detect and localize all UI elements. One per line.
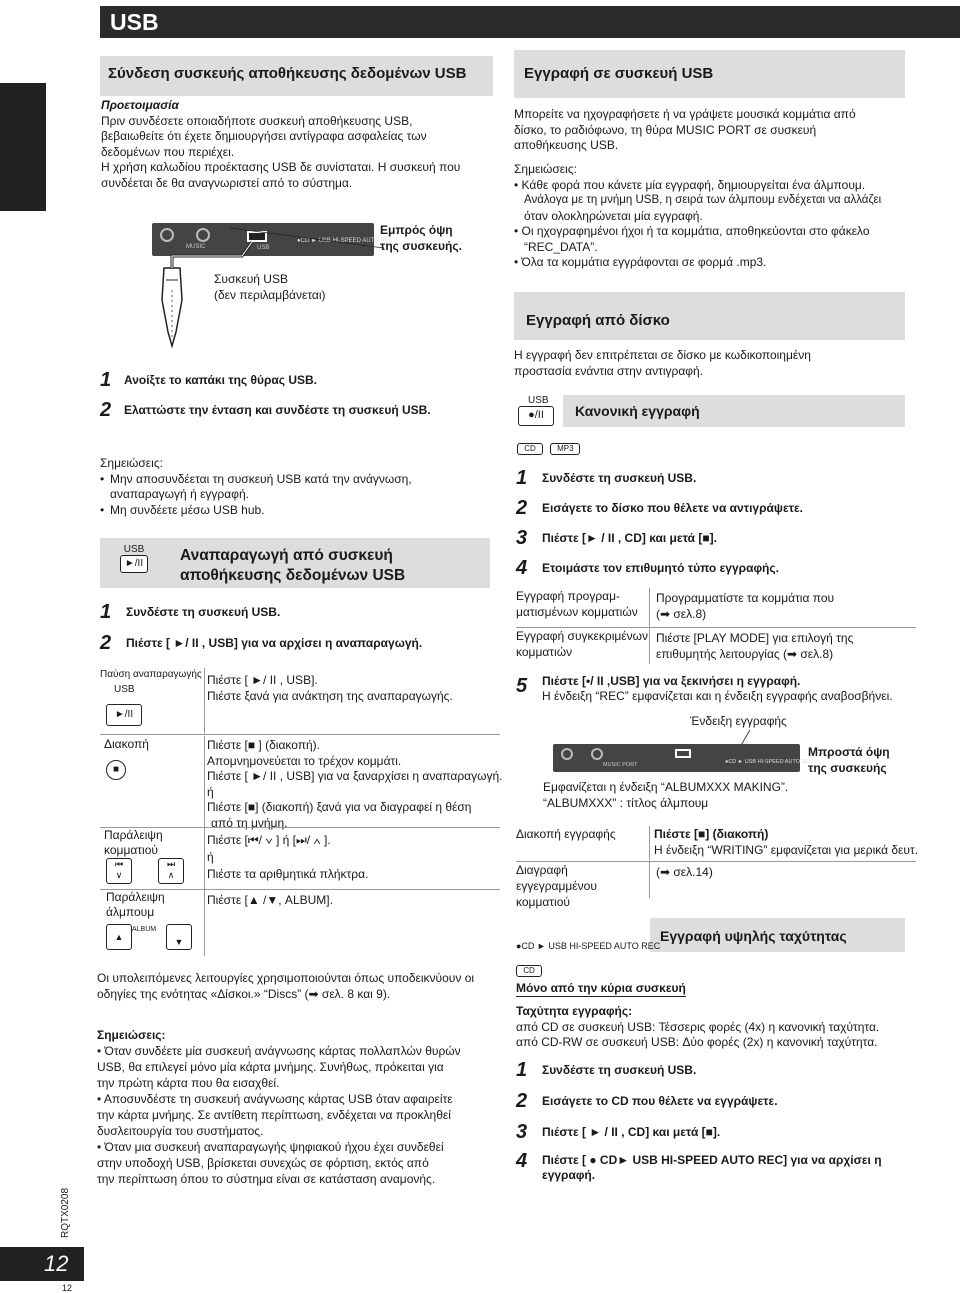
step-text: Συνδέστε τη συσκευή USB. — [542, 470, 697, 485]
intro-line: Μπορείτε να ηχογραφήσετε ή να γράψετε μουσικά κομμάτια από — [514, 107, 856, 121]
row-label: Παράλειψη κομματιού — [104, 828, 163, 857]
note-line: “REC_DATA”. — [524, 239, 598, 254]
panel-label: ●CD ► USB HI-SPEED AUTO REC — [725, 759, 814, 765]
note-line: • Όλα τα κομμάτια εγγράφονται σε φορμά .mp3. — [514, 255, 767, 269]
table-row-key — [100, 736, 205, 828]
step-text: Εισάγετε το δίσκο που θέλετε να αντιγράψετε. — [542, 500, 804, 515]
table-row-value — [207, 832, 368, 883]
step-text: Πιέστε [•/ II ,USB] για να ξεκινήσει η εγγραφή. — [542, 674, 801, 688]
row-text: Πιέστε [■] (διακοπή) ξανά για να διαγραφεί η θέση — [207, 800, 472, 814]
section-title: Εγγραφή από δίσκο — [526, 312, 670, 329]
step-text: Συνδέστε τη συσκευή USB. — [542, 1062, 697, 1077]
connect-notes — [100, 456, 500, 518]
page-title: USB — [110, 9, 159, 35]
prep-line: δεδομένων που περιέχει. — [101, 144, 235, 159]
step-number: 2 — [100, 399, 112, 421]
speed-line: από CD σε συσκευή USB: Τέσσερις φορές (4x) η κανονική ταχύτητα. — [516, 1019, 880, 1034]
step-text: Πιέστε [► / II , CD] και μετά [■]. — [542, 530, 717, 545]
step — [100, 398, 500, 422]
step-number: 4 — [516, 557, 528, 579]
step-number: 1 — [516, 467, 528, 489]
notes-title: Σημειώσεις: — [514, 162, 577, 176]
row-text: Πιέστε [■ ] (διακοπή). — [207, 738, 321, 752]
front-view-line: της συσκευής — [808, 761, 887, 775]
high-speed-title: Εγγραφή υψηλής ταχύτητας — [660, 928, 847, 944]
note-line: όταν ολοκληρώνεται μία εγγραφή. — [524, 208, 703, 223]
front-panel-illustration — [553, 744, 814, 772]
normal-title: Κανονική εγγραφή — [575, 403, 700, 419]
step-number: 2 — [516, 497, 528, 519]
step — [516, 496, 936, 520]
rec-table-value — [656, 590, 834, 622]
table-row-value — [207, 672, 453, 704]
step — [516, 526, 936, 550]
skip-back-key[interactable]: ⏮ ∨ — [106, 858, 132, 884]
note-line: • Οι ηχογραφημένοι ήχοι ή τα κομμάτια, αποθηκεύονται στο φάκελο — [514, 224, 870, 238]
page-number-box — [0, 1247, 84, 1281]
step-number: 2 — [516, 1090, 528, 1112]
step — [516, 1120, 936, 1144]
row-text: Πιέστε [ ►/ II , USB] για να ξαναρχίσει η αναπαραγωγή. — [207, 769, 503, 783]
row-text: Πιέστε τα αριθμητικά πλήκτρα. — [207, 867, 369, 881]
table-row-value — [207, 892, 333, 908]
front-view-label — [808, 744, 890, 776]
step — [516, 1151, 936, 1183]
usb-play-key[interactable] — [120, 544, 148, 573]
usb-port-icon — [675, 749, 691, 758]
playback-header — [100, 538, 490, 588]
stop-table-key-line: Διακοπή εγγραφής — [516, 827, 616, 841]
connect-steps — [100, 368, 500, 422]
rec-table-value-line: (➡ σελ.8) — [656, 607, 707, 621]
note-item: • Μην αποσυνδέεται τη συσκευή USB κατά την ανάγνωση, — [100, 472, 500, 488]
front-view-line: της συσκευής. — [380, 239, 462, 253]
note-line: • Κάθε φορά που κάνετε μία εγγραφή, δημιουργείται ένα άλμπουμ. — [514, 177, 866, 192]
row-text: Πιέστε ξανά για ανάκτηση της αναπαραγωγής. — [207, 689, 453, 703]
notes-block — [97, 1027, 507, 1187]
section-title: Σύνδεση συσκευής αποθήκευσης δεδομένων USB — [108, 65, 467, 82]
usb-device-label — [214, 272, 326, 303]
note-line: • Όταν συνδέετε μία συσκευή ανάγνωσης κάρτας πολλαπλών θυρών — [97, 1044, 461, 1058]
step-subtext: Η ένδειξη “REC” εμφανίζεται και η ένδειξη εγγραφής αναβοσβήνει. — [542, 689, 893, 703]
step-text: Ετοιμάστε τον επιθυμητό τύπο εγγραφής. — [542, 560, 779, 575]
prep-line: Πριν συνδέσετε οποιαδήποτε συσκευή αποθήκευσης USB, — [101, 113, 413, 128]
high-speed-key[interactable]: ●CD ► USB HI-SPEED AUTO REC — [516, 941, 661, 951]
album-label: ALBUM — [132, 926, 157, 933]
row-label: Παύση αναπαραγωγής — [100, 669, 202, 680]
making-text — [543, 780, 788, 811]
row-label: Διακοπή — [104, 737, 149, 751]
format-tags — [517, 440, 580, 455]
making-line: “ALBUMXXX” : τίτλος άλμπουμ — [543, 795, 709, 810]
row-text: Πιέστε [⏮/ ∨ ] ή [⏭/ ∧ ]. — [207, 833, 331, 847]
stop-key[interactable]: ■ — [106, 760, 126, 780]
jack-icon — [561, 748, 573, 760]
step-text: Ανοίξτε το καπάκι της θύρας USB. — [124, 372, 318, 387]
note-line: • Αποσυνδέστε τη συσκευή ανάγνωσης κάρτας USB όταν αφαιρείτε — [97, 1092, 453, 1106]
row-text: από τη μνήμη. — [211, 815, 288, 830]
step-number: 1 — [100, 369, 112, 391]
rec-table-key-line: Εγγραφή προγραμ- — [516, 589, 621, 603]
intro-line: δίσκο, το ραδιόφωνο, τη θύρα MUSIC PORT σε συσκευή — [514, 122, 817, 137]
step — [100, 368, 500, 392]
play-pause-key[interactable]: ►/II — [106, 704, 142, 726]
making-line: Εμφανίζεται η ένδειξη “ALBUMXXX MAKING”. — [543, 780, 789, 794]
prep-title: Προετοιμασία — [101, 98, 179, 112]
rec-table-key — [516, 628, 650, 664]
table-row-key — [100, 668, 205, 734]
step-text: Εισάγετε το CD που θέλετε να εγγράψετε. — [542, 1093, 778, 1108]
rec-pause-key[interactable]: ●/II — [518, 406, 554, 426]
stop-table-key — [516, 862, 650, 909]
rec-table-value-line: Προγραμματίστε τα κομμάτια που — [656, 591, 835, 605]
note-line: Ανάλογα με τη μνήμη USB, η σειρά των άλμπουμ ενδέχεται να αλλάζει — [524, 194, 882, 206]
disc-intro-line: Η εγγραφή δεν επιτρέπεται σε δίσκο με κωδικοποιημένη — [514, 348, 811, 362]
stop-table-value-line: (➡ σελ.14) — [656, 865, 713, 879]
disc-intro-line: προστασία ενάντια στην αντιγραφή. — [514, 363, 704, 378]
page-number-small: 12 — [62, 1283, 73, 1293]
note-line: την πρώτη κάρτα που θα εισαχθεί. — [97, 1076, 280, 1090]
step-text: Πιέστε [ ● CD► USB HI-SPEED AUTO REC] για να αρχίσει η — [542, 1153, 882, 1167]
document-code — [54, 1180, 84, 1240]
playback-title: Αναπαραγωγή από συσκευή — [180, 547, 393, 564]
step-text: Συνδέστε τη συσκευή USB. — [126, 604, 281, 619]
stop-table-key-line: Διαγραφή εγγεγραμμένου — [516, 863, 597, 893]
rec-table-value-line: Πιέστε [PLAY MODE] για επιλογή της — [656, 631, 854, 645]
front-view-line: Εμπρός όψη — [380, 223, 453, 237]
main-only-label: Μόνο από την κύρια συσκευή — [516, 981, 686, 995]
panel-label: MUSIC — [186, 244, 206, 250]
record-steps — [516, 466, 936, 580]
stop-table-key — [516, 826, 650, 860]
rec-table-value — [656, 630, 853, 662]
step-number: 3 — [516, 527, 528, 549]
step-text: Πιέστε [ ►/ II , USB] για να αρχίσει η αναπαραγωγή. — [126, 635, 423, 650]
note-line: δυσλειτουργία του συστήματος. — [97, 1124, 264, 1138]
stop-table-key-line: κομματιού — [516, 895, 570, 909]
side-tab — [0, 83, 46, 211]
preparation-block — [101, 98, 501, 191]
playback-steps — [100, 600, 500, 655]
title-bar — [100, 6, 960, 38]
normal-record-header — [563, 395, 905, 427]
row-label: Παράλειψη άλμπουμ — [106, 890, 165, 919]
record-step-5 — [516, 674, 936, 704]
step-number: 3 — [516, 1121, 528, 1143]
prep-line: συνδέεται δε θα αναγνωριστεί από το σύστημα. — [101, 175, 353, 190]
note-line: USB, θα επιλεγεί μόνο μία κάρτα μνήμης. Συνήθως, πρόκειται για — [97, 1060, 444, 1074]
playback-title: αποθήκευσης δεδομένων USB — [180, 567, 406, 584]
high-speed-steps — [516, 1058, 936, 1183]
front-view-label — [380, 222, 462, 254]
row-text: Πιέστε [▲ /▼, ALBUM]. — [207, 893, 333, 907]
step — [516, 1089, 936, 1113]
stop-table-value-line: Πιέστε [■] (διακοπή) — [654, 827, 769, 841]
usb-key-label: USB — [114, 684, 135, 695]
step-number: 2 — [100, 632, 112, 654]
rec-indicator-label: Ένδειξη εγγραφής — [690, 714, 787, 728]
step-number: 4 — [516, 1150, 528, 1172]
cd-tag: CD — [517, 443, 543, 455]
section-header-disc — [514, 292, 905, 340]
cd-tag-group — [516, 962, 542, 977]
step-number: 5 — [516, 675, 528, 697]
rec-table-key — [516, 588, 650, 628]
table-row-key — [100, 890, 205, 956]
disc-intro — [514, 348, 934, 379]
record-notes — [514, 162, 944, 271]
step-number: 1 — [100, 601, 112, 623]
jack-icon — [591, 748, 603, 760]
notes-title: Σημειώσεις: — [97, 1028, 166, 1042]
rec-table-key-line: κομματιών — [516, 645, 573, 659]
row-text: ή — [207, 850, 214, 864]
section-header-record — [514, 50, 905, 98]
note-item: • Μη συνδέετε μέσω USB hub. — [100, 503, 500, 519]
step-text: Πιέστε [ ► / II , CD] και μετά [■]. — [542, 1124, 721, 1139]
stop-table-value — [654, 826, 918, 858]
notes-title: Σημειώσεις: — [100, 456, 163, 470]
speed-block — [516, 1004, 936, 1051]
device-label-line: Συσκευή USB — [214, 272, 288, 286]
table-row-key — [100, 828, 205, 890]
page-number: 12 — [44, 1251, 69, 1276]
panel-label: USB — [257, 245, 270, 251]
remaining-line: οδηγίες της ενότητας «Δίσκοι.» “Discs” (➡ σελ. 8 και 9). — [97, 987, 391, 1001]
section-header-connect — [100, 56, 493, 96]
speed-title: Ταχύτητα εγγραφής: — [516, 1004, 633, 1018]
step-text: εγγραφή. — [542, 1168, 596, 1182]
step-number: 1 — [516, 1059, 528, 1081]
skip-forward-key[interactable]: ⏭ ∧ — [158, 858, 184, 884]
step — [516, 556, 936, 580]
album-up-key[interactable]: ▲ — [106, 924, 132, 950]
album-down-key[interactable]: ▼ — [166, 924, 192, 950]
panel-label: ●CD ► USB HI-SPEED AUTO REC — [297, 238, 394, 244]
section-title: Εγγραφή σε συσκευή USB — [524, 65, 714, 82]
usb-key-label: USB — [528, 395, 549, 406]
front-view-line: Μπροστά όψη — [808, 745, 890, 759]
mp3-tag: MP3 — [550, 443, 580, 455]
play-pause-key[interactable]: ►/II — [120, 555, 148, 573]
rec-table-key-line: Εγγραφή συγκεκριμένων — [516, 629, 648, 643]
step — [516, 1058, 936, 1082]
remaining-text — [97, 970, 507, 1002]
intro-line: αποθήκευσης USB. — [514, 138, 619, 152]
row-text: Απομνημονεύεται το τρέχον κομμάτι. — [207, 753, 402, 768]
code-text: RQTX0208 — [60, 1187, 71, 1238]
record-intro — [514, 107, 934, 154]
prep-line: βεβαιωθείτε ότι έχετε δημιουργήσει αντίγραφα ασφαλείας των — [101, 129, 427, 143]
panel-label: MUSIC PORT — [603, 762, 638, 768]
step-text: Ελαττώστε την ένταση και συνδέστε τη συσκευή USB. — [124, 402, 431, 417]
note-line: την περίπτωση όπου το σύστημα είναι σε κατάσταση αναμονής. — [97, 1172, 436, 1186]
step — [100, 600, 500, 624]
note-line: στην υποδοχή USB, βρίσκεται συνεχώς σε φόρτιση, εκτός από — [97, 1156, 429, 1170]
row-text: ή — [207, 784, 214, 799]
note-line: • Όταν μια συσκευή αναπαραγωγής ψηφιακού ήχου έχει συνδεθεί — [97, 1140, 444, 1154]
rec-table-value-line: επιθυμητής λειτουργίας (➡ σελ.8) — [656, 647, 834, 661]
prep-line: Η χρήση καλωδίου προέκτασης USB δε συνίσταται. Η συσκευή που — [101, 160, 461, 174]
stop-table-value-line: Η ένδειξη “WRITING” εμφανίζεται για μερικά δευτ. — [654, 843, 919, 857]
note-line: την κάρτα μνήμης. Σε αντίθετη περίπτωση, ενδέχεται να προκληθεί — [97, 1108, 451, 1122]
row-text: Πιέστε [ ►/ II , USB]. — [207, 673, 318, 687]
speed-line: από CD-RW σε συσκευή USB: Δύο φορές (2x) η κανονική ταχύτητα. — [516, 1035, 878, 1049]
rec-table-key-line: ματισμένων κομματιών — [516, 605, 638, 619]
step — [100, 631, 500, 655]
table-row-value — [207, 738, 503, 831]
high-speed-header — [650, 918, 905, 952]
usb-key-label: USB — [123, 544, 145, 555]
device-label-line: (δεν περιλαμβάνεται) — [214, 287, 326, 302]
remaining-line: Οι υπολειπόμενες λειτουργίες χρησιμοποιούνται όπως υποδεικνύουν οι — [97, 971, 475, 985]
note-item: αναπαραγωγή ή εγγραφή. — [110, 487, 249, 501]
step — [516, 466, 936, 490]
cd-tag: CD — [516, 965, 542, 977]
